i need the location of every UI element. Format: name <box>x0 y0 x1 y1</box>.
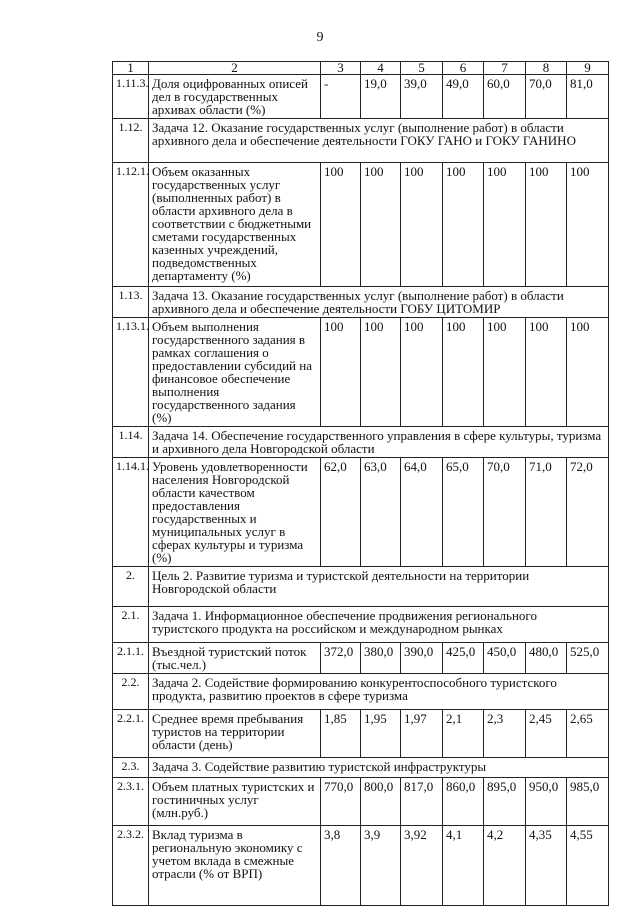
value-cell: 100 <box>321 163 361 287</box>
value-cell: 4,55 <box>567 826 609 906</box>
value-cell: 380,0 <box>361 643 401 674</box>
row-number: 1.13.1. <box>113 318 149 427</box>
value-cell: 100 <box>526 163 567 287</box>
row-number: 1.14. <box>113 427 149 458</box>
header-cell: 2 <box>149 62 321 75</box>
value-cell: 480,0 <box>526 643 567 674</box>
indicator-row <box>113 75 609 119</box>
value-cell: 1,95 <box>361 710 401 758</box>
value-cell: 72,0 <box>567 458 609 567</box>
value-cell: 60,0 <box>484 75 526 119</box>
indicator-row <box>113 458 609 567</box>
indicator-name: Въездной туристский поток (тыс.чел.) <box>149 643 321 674</box>
row-number: 1.13. <box>113 287 149 318</box>
value-cell: 817,0 <box>401 778 443 826</box>
indicator-name: Уровень удовлетворенности населения Новгородской области качеством предоставления государственных и муниципальных услуг в сферах культуры и туризма (%) <box>149 458 321 567</box>
indicator-name: Среднее время пребывания туристов на территории области (день) <box>149 710 321 758</box>
value-cell: 100 <box>484 318 526 427</box>
indicator-row <box>113 643 609 674</box>
value-cell: 64,0 <box>401 458 443 567</box>
indicator-name: Доля оцифрованных описей дел в государственных архивах области (%) <box>149 75 321 119</box>
value-cell: 63,0 <box>361 458 401 567</box>
row-number: 2.2.1. <box>113 710 149 758</box>
indicator-row <box>113 318 609 427</box>
row-number: 2. <box>113 567 149 607</box>
header-cell: 4 <box>361 62 401 75</box>
row-number: 1.12.1. <box>113 163 149 287</box>
row-number: 2.3.2. <box>113 826 149 906</box>
task-text: Цель 2. Развитие туризма и туристской деятельности на территории Новгородской области <box>149 567 609 607</box>
row-number: 2.1. <box>113 607 149 643</box>
page-number: 9 <box>316 30 324 45</box>
row-number: 1.14.1. <box>113 458 149 567</box>
value-cell: 390,0 <box>401 643 443 674</box>
header-cell: 1 <box>113 62 149 75</box>
task-row <box>113 674 609 710</box>
header-cell: 8 <box>526 62 567 75</box>
indicator-row <box>113 826 609 906</box>
header-row <box>113 62 609 75</box>
value-cell: 2,3 <box>484 710 526 758</box>
value-cell: 2,45 <box>526 710 567 758</box>
value-cell: 450,0 <box>484 643 526 674</box>
table-body <box>113 62 609 906</box>
task-row <box>113 427 609 458</box>
value-cell: 4,2 <box>484 826 526 906</box>
indicator-row <box>113 163 609 287</box>
value-cell: - <box>321 75 361 119</box>
task-row <box>113 119 609 163</box>
value-cell: 70,0 <box>484 458 526 567</box>
indicator-name: Объем выполнения государственного задания в рамках соглашения о предоставлении субсидий на финансовое обеспечение выполнения государственного задания (%) <box>149 318 321 427</box>
indicators-table <box>112 61 609 906</box>
value-cell: 100 <box>526 318 567 427</box>
task-text: Задача 3. Содействие развитию туристской инфраструктуры <box>149 758 609 778</box>
row-number: 1.12. <box>113 119 149 163</box>
value-cell: 100 <box>567 318 609 427</box>
value-cell: 985,0 <box>567 778 609 826</box>
value-cell: 62,0 <box>321 458 361 567</box>
task-row <box>113 567 609 607</box>
task-text: Задача 13. Оказание государственных услуг (выполнение работ) в области архивного дела и обеспечение деятельности ГОБУ ЦИТОМИР <box>149 287 609 318</box>
value-cell: 2,65 <box>567 710 609 758</box>
value-cell: 100 <box>443 318 484 427</box>
value-cell: 525,0 <box>567 643 609 674</box>
value-cell: 770,0 <box>321 778 361 826</box>
header-cell: 6 <box>443 62 484 75</box>
header-cell: 5 <box>401 62 443 75</box>
task-row <box>113 287 609 318</box>
task-row <box>113 607 609 643</box>
row-number: 2.3. <box>113 758 149 778</box>
value-cell: 100 <box>401 163 443 287</box>
task-text: Задача 14. Обеспечение государственного управления в сфере культуры, туризма и архивного дела Новгородской области <box>149 427 609 458</box>
value-cell: 81,0 <box>567 75 609 119</box>
value-cell: 100 <box>401 318 443 427</box>
header-cell: 9 <box>567 62 609 75</box>
indicator-row <box>113 710 609 758</box>
value-cell: 19,0 <box>361 75 401 119</box>
indicator-name: Вклад туризма в региональную экономику с учетом вклада в смежные отрасли (% от ВРП) <box>149 826 321 906</box>
value-cell: 372,0 <box>321 643 361 674</box>
value-cell: 2,1 <box>443 710 484 758</box>
value-cell: 4,35 <box>526 826 567 906</box>
indicator-row <box>113 778 609 826</box>
value-cell: 100 <box>443 163 484 287</box>
value-cell: 425,0 <box>443 643 484 674</box>
value-cell: 1,85 <box>321 710 361 758</box>
task-text: Задача 12. Оказание государственных услуг (выполнение работ) в области архивного дела и обеспечение деятельности ГОКУ ГАНО и ГОКУ ГАНИНО <box>149 119 609 163</box>
indicator-name: Объем оказанных государственных услуг (выполненных работ) в области архивного дела в соответствии с бюджетными сметами государственных казенных учреждений, подведомственных департаменту (%) <box>149 163 321 287</box>
header-cell: 7 <box>484 62 526 75</box>
value-cell: 39,0 <box>401 75 443 119</box>
row-number: 2.3.1. <box>113 778 149 826</box>
value-cell: 49,0 <box>443 75 484 119</box>
value-cell: 100 <box>321 318 361 427</box>
value-cell: 3,92 <box>401 826 443 906</box>
task-row <box>113 758 609 778</box>
task-text: Задача 1. Информационное обеспечение продвижения регионального туристского продукта на российском и международном рынках <box>149 607 609 643</box>
value-cell: 100 <box>484 163 526 287</box>
row-number: 2.2. <box>113 674 149 710</box>
value-cell: 100 <box>361 163 401 287</box>
value-cell: 1,97 <box>401 710 443 758</box>
value-cell: 100 <box>567 163 609 287</box>
header-cell: 3 <box>321 62 361 75</box>
value-cell: 65,0 <box>443 458 484 567</box>
value-cell: 3,8 <box>321 826 361 906</box>
value-cell: 70,0 <box>526 75 567 119</box>
row-number: 2.1.1. <box>113 643 149 674</box>
row-number: 1.11.3. <box>113 75 149 119</box>
value-cell: 860,0 <box>443 778 484 826</box>
indicator-name: Объем платных туристских и гостиничных услуг (млн.руб.) <box>149 778 321 826</box>
task-text: Задача 2. Содействие формированию конкурентоспособного туристского продукта, развитию проектов в сфере туризма <box>149 674 609 710</box>
value-cell: 71,0 <box>526 458 567 567</box>
value-cell: 800,0 <box>361 778 401 826</box>
value-cell: 3,9 <box>361 826 401 906</box>
value-cell: 950,0 <box>526 778 567 826</box>
value-cell: 4,1 <box>443 826 484 906</box>
value-cell: 895,0 <box>484 778 526 826</box>
value-cell: 100 <box>361 318 401 427</box>
